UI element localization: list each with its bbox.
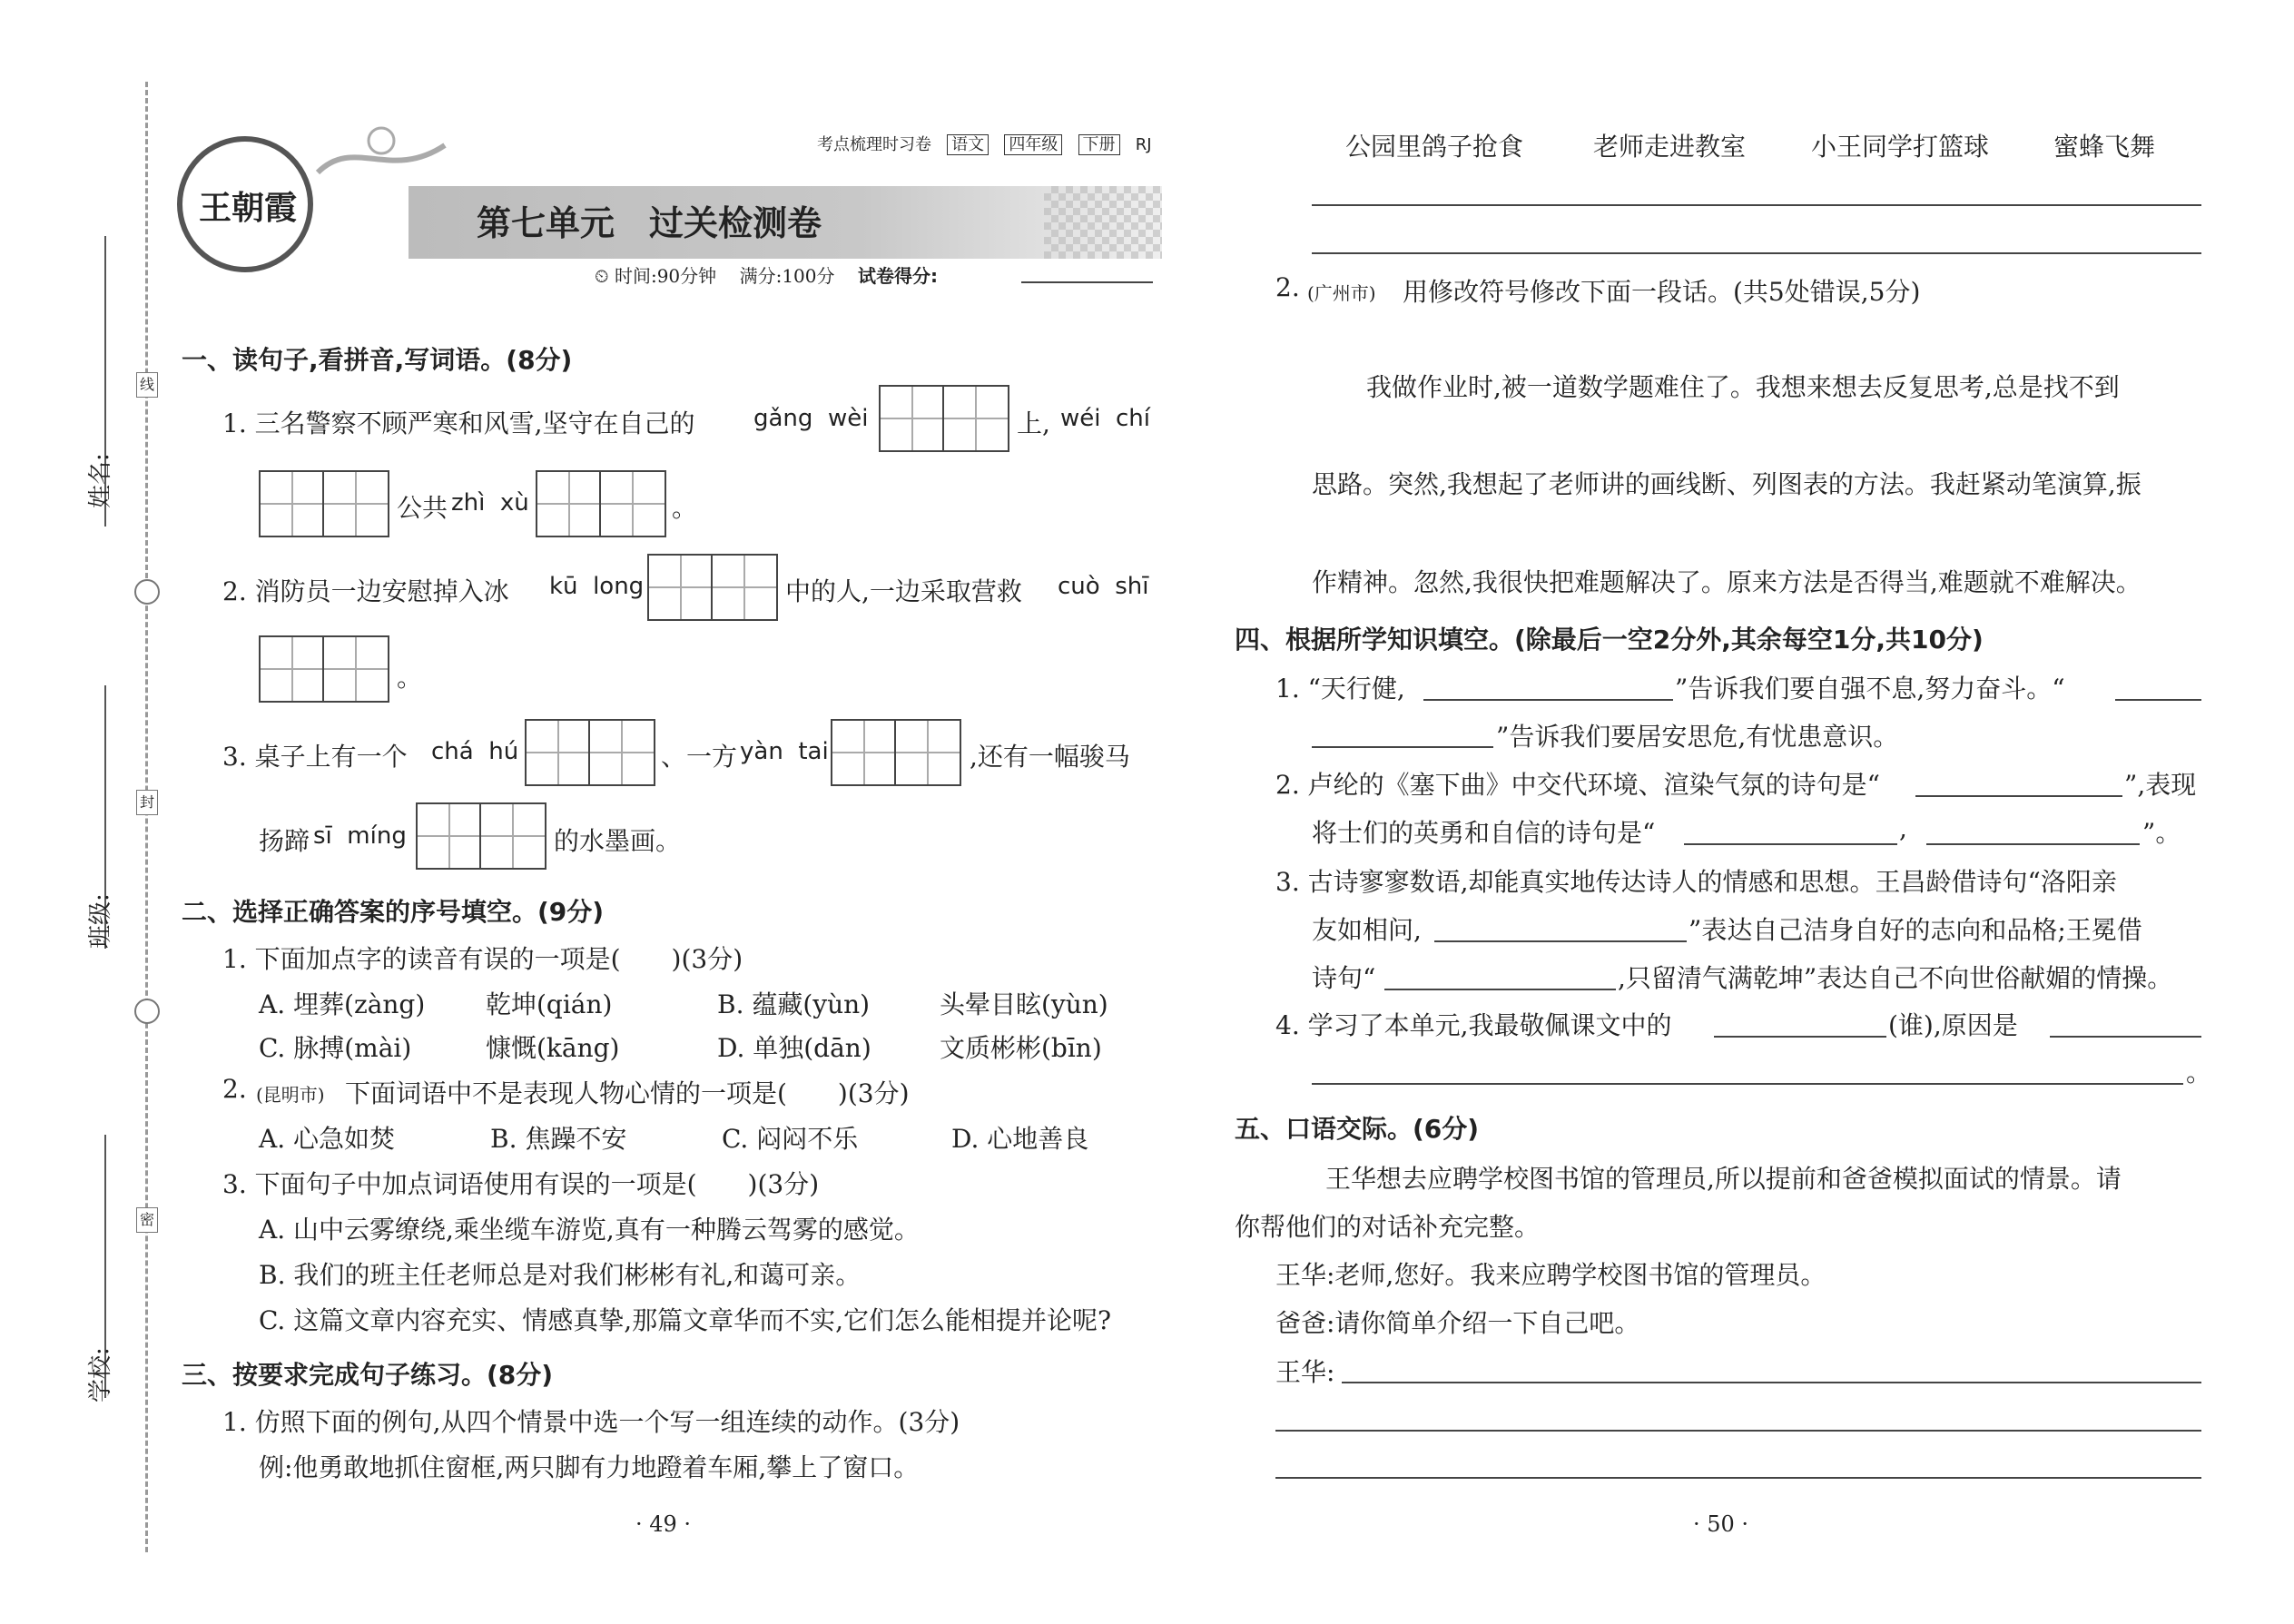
q3-2-number: 2. (1275, 272, 1300, 302)
q2-3-text: 3. 下面句子中加点词语使用有误的一项是( )(3分) (222, 1169, 820, 1199)
q1-3-text-e: 的水墨画。 (554, 826, 682, 856)
scene-option: 蜜蜂飞舞 (2053, 132, 2156, 162)
q1-3-pinyin-d: sī míng (313, 822, 407, 850)
q4-3-text-d: 诗句“ (1312, 963, 1376, 993)
q2-2-option: B. 焦躁不安 (490, 1124, 627, 1154)
fill-blank[interactable] (1915, 795, 2122, 797)
page-number-right: · 50 · (1693, 1511, 1749, 1537)
binding-tag-line: 线 (136, 372, 158, 398)
q2-3-option-c: C. 这篇文章内容充实、情感真挚,那篇文章华而不实,它们怎么能相提并论呢? (259, 1305, 1112, 1335)
q1-1-text-b: 上, (1017, 408, 1050, 438)
q1-1-text: 1. 三名警察不顾严寒和风雪,坚守在自己的 (222, 408, 695, 438)
q1-1-text-d: 。 (672, 493, 698, 523)
answer-line[interactable] (1312, 204, 2201, 206)
q2-2-option: A. 心急如焚 (259, 1124, 396, 1154)
scene-option: 小王同学打篮球 (1811, 132, 1990, 162)
q1-3-pinyin-b: yàn tai (740, 738, 829, 765)
exam-info (595, 261, 938, 288)
answer-grid[interactable] (525, 719, 655, 786)
exam-score-blank[interactable] (1021, 281, 1153, 283)
q2-1-option: 文质彬彬(bīn) (940, 1033, 1102, 1063)
q4-2-text-a: 2. 卢纶的《塞下曲》中交代环境、渲染气氛的诗句是“ (1275, 770, 1880, 800)
fill-blank[interactable] (1714, 1036, 1886, 1038)
q1-3-text-d: 扬蹄 (259, 826, 310, 856)
name-label: 姓名: (87, 453, 114, 508)
q1-1-pinyin-c: zhì xù (451, 489, 529, 517)
brand-logo (177, 136, 313, 272)
answer-line[interactable] (1275, 1430, 2201, 1432)
q2-1-option: B. 蕴藏(yùn) (717, 989, 871, 1019)
fill-blank[interactable] (1423, 699, 1673, 701)
q3-2-text: 用修改符号修改下面一段话。(共5处错误,5分) (1403, 277, 1921, 307)
q1-3-pinyin: chá hú (431, 738, 519, 765)
q2-2-number: 2. (222, 1074, 247, 1104)
dialog-line-2: 爸爸:请你简单介绍一下自己吧。 (1275, 1308, 1640, 1338)
fill-blank[interactable] (1312, 1083, 2183, 1085)
q2-3-option-a: A. 山中云雾缭绕,乘坐缆车游览,真有一种腾云驾雾的感觉。 (259, 1215, 920, 1245)
fill-blank[interactable] (1926, 843, 2140, 845)
q1-1-text-c: 公共 (397, 493, 448, 523)
dialog-intro-1: 王华想去应聘学校图书馆的管理员,所以提前和爸爸模拟面试的情景。请 (1325, 1164, 2122, 1194)
q2-1-option: C. 脉搏(mài) (259, 1033, 412, 1063)
fill-blank[interactable] (2050, 1036, 2201, 1038)
dialog-intro-2: 你帮他们的对话补充完整。 (1235, 1212, 1541, 1242)
fill-blank[interactable] (1312, 746, 1493, 748)
q2-2-city: (昆明市) (256, 1084, 325, 1106)
series-name: 考点梳理时习卷 (817, 135, 931, 154)
q2-2-option: D. 心地善良 (951, 1124, 1089, 1154)
answer-grid[interactable] (416, 802, 546, 870)
section-4-title: 四、根据所学知识填空。(除最后一空2分外,其余每空1分,共10分) (1235, 625, 1984, 655)
binding-tag-secret: 密 (136, 1207, 158, 1233)
q4-2-text-c: 将士们的英勇和自信的诗句是“ (1312, 818, 1656, 848)
grade-tag: 四年级 (1004, 134, 1062, 155)
q1-2-pinyin-b: cuò shī (1058, 573, 1149, 600)
volume-tag: 下册 (1078, 134, 1120, 155)
class-label: 班级: (87, 893, 114, 949)
q2-1-option: 慷慨(kāng) (486, 1033, 620, 1063)
edition-tag: RJ (1135, 135, 1152, 154)
page-number-left: · 49 · (635, 1511, 692, 1537)
answer-grid[interactable] (879, 385, 1009, 452)
q2-3-option-b: B. 我们的班主任老师总是对我们彬彬有礼,和蔼可亲。 (259, 1260, 861, 1290)
q4-1-text-a: 1. “天行健, (1275, 674, 1405, 704)
q4-3-text-e: ,只留清气满乾坤”表达自己不向世俗献媚的情操。 (1618, 963, 2173, 993)
section-5-title: 五、口语交际。(6分) (1235, 1114, 1480, 1144)
answer-line[interactable] (1275, 1477, 2201, 1479)
fill-blank[interactable] (1434, 940, 1687, 942)
scene-option: 公园里鸽子抢食 (1345, 132, 1524, 162)
q2-1-option: 头晕目眩(yùn) (940, 989, 1108, 1019)
q4-3-text-a: 3. 古诗寥寥数语,却能真实地传达诗人的情感和思想。王昌龄借诗句“洛阳亲 (1275, 867, 2117, 897)
exam-full-score: 满分:100分 (739, 265, 835, 287)
dialog-line-1: 王华:老师,您好。我来应聘学校图书馆的管理员。 (1275, 1260, 1826, 1290)
answer-grid[interactable] (259, 470, 389, 537)
clock-icon: ⏲ (595, 265, 609, 287)
q2-2-text: 下面词语中不是表现人物心情的一项是( )(3分) (345, 1078, 910, 1108)
q4-3-text-b: 友如相问, (1312, 915, 1422, 945)
q2-1-text: 1. 下面加点字的读音有误的一项是( )(3分) (222, 944, 743, 974)
fill-blank[interactable] (2115, 699, 2201, 701)
school-label: 学校: (87, 1347, 114, 1403)
binding-hole-icon (134, 999, 160, 1024)
q3-2-city: (广州市) (1307, 282, 1376, 304)
q4-2-text-b: ”,表现 (2124, 770, 2197, 800)
q2-1-option: A. 埋葬(zàng) (259, 989, 426, 1019)
answer-line[interactable] (1342, 1382, 2201, 1383)
q1-2-text-b: 中的人,一边采取营救 (785, 576, 1022, 606)
q1-2-text: 2. 消防员一边安慰掉入冰 (222, 576, 509, 606)
exam-time: 时间:90分钟 (614, 265, 717, 287)
q4-1-text-c: ”告诉我们要居安思危,有忧患意识。 (1496, 722, 1899, 752)
ribbon-decoration (309, 118, 454, 200)
section-2-title: 二、选择正确答案的序号填空。(9分) (182, 897, 605, 927)
answer-grid[interactable] (259, 635, 389, 703)
q2-1-option: D. 单独(dān) (717, 1033, 871, 1063)
answer-line[interactable] (1312, 252, 2201, 254)
q2-1-option: 乾坤(qián) (486, 989, 613, 1019)
q4-4-text-a: 4. 学习了本单元,我最敬佩课文中的 (1275, 1010, 1672, 1040)
subject-tag: 语文 (947, 134, 989, 155)
title-banner-pattern (1044, 186, 1162, 259)
q4-2-text-e: ”。 (2142, 818, 2181, 848)
q4-1-text-b: ”告诉我们要自强不息,努力奋斗。“ (1675, 674, 2065, 704)
paragraph-line-2: 思路。突然,我想起了老师讲的画线断、列图表的方法。我赶紧动笔演算,振 (1312, 469, 2141, 499)
section-3-title: 三、按要求完成句子练习。(8分) (182, 1360, 554, 1390)
q1-3-text: 3. 桌子上有一个 (222, 742, 408, 772)
q4-4-text-b: (谁),原因是 (1888, 1010, 2018, 1040)
q1-3-text-c: ,还有一幅骏马 (970, 742, 1130, 772)
answer-grid[interactable] (536, 470, 666, 537)
q4-3-text-c: ”表达自己洁身自好的志向和品格;王冕借 (1689, 915, 2142, 945)
fill-blank[interactable] (1384, 989, 1616, 990)
paragraph-line-1: 我做作业时,被一道数学题难住了。我想来想去反复思考,总是找不到 (1366, 372, 2120, 402)
q1-3-text-b: 、一方 (661, 742, 738, 772)
answer-grid[interactable] (831, 719, 961, 786)
header-meta (817, 132, 1152, 155)
q1-2-pinyin: kū long (549, 573, 645, 600)
q4-4-text-c: 。 (2186, 1058, 2212, 1088)
q3-1-text: 1. 仿照下面的例句,从四个情景中选一个写一组连续的动作。(3分) (222, 1407, 960, 1437)
binding-hole-icon (134, 579, 160, 605)
fill-blank[interactable] (1684, 843, 1897, 845)
q1-1-pinyin: gǎng wèi (753, 405, 869, 432)
binding-tag-seal: 封 (136, 790, 158, 815)
section-1-title: 一、读句子,看拼音,写词语。(8分) (182, 345, 573, 375)
dialog-line-3: 王华: (1275, 1357, 1335, 1387)
page-title: 第七单元 过关检测卷 (477, 203, 822, 243)
q1-2-text-c: 。 (397, 663, 423, 693)
q3-1-example: 例:他勇敢地抓住窗框,两只脚有力地蹬着车厢,攀上了窗口。 (259, 1452, 920, 1482)
paragraph-line-3: 作精神。忽然,我很快把难题解决了。原来方法是否得当,难题就不难解决。 (1312, 567, 2141, 597)
exam-score-label: 试卷得分: (857, 265, 938, 287)
q1-1-pinyin-b: wéi chí (1060, 405, 1151, 432)
binding-dashed-line (145, 82, 148, 1552)
brand-logo-text: 王朝霞 (199, 189, 298, 227)
scene-option: 老师走进教室 (1593, 132, 1747, 162)
q2-2-option: C. 闷闷不乐 (722, 1124, 859, 1154)
answer-grid[interactable] (647, 554, 778, 621)
q4-2-text-d: , (1899, 813, 1907, 843)
